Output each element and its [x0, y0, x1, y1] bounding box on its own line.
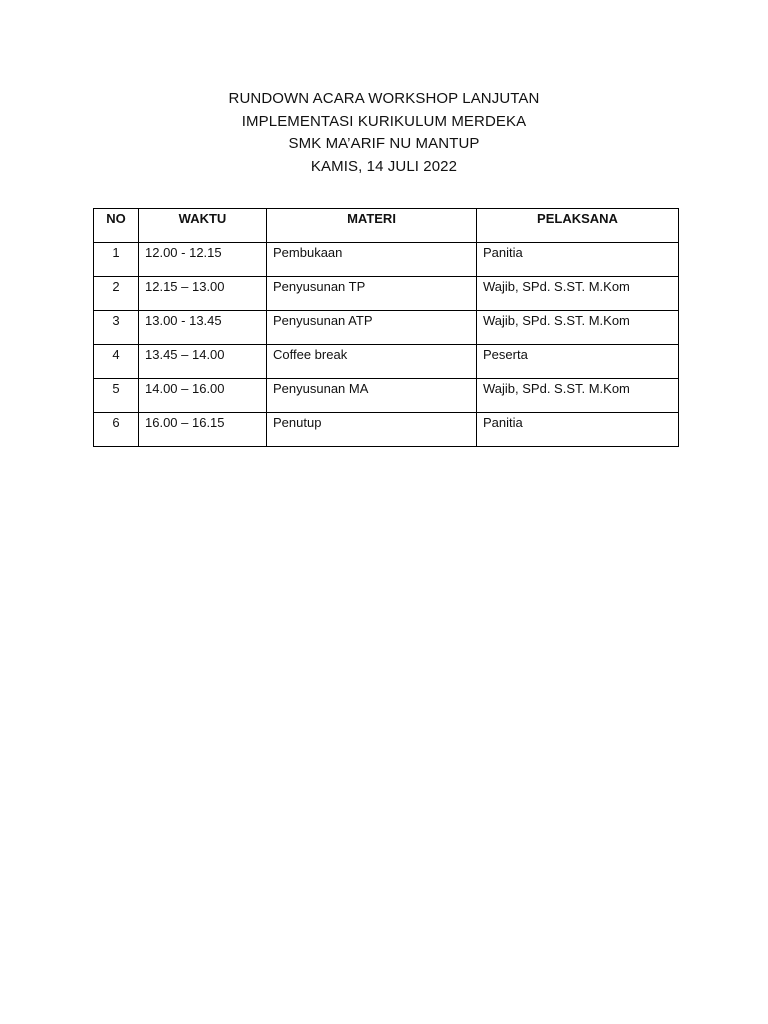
cell-waktu: 13.00 - 13.45 [139, 311, 267, 345]
cell-no: 2 [94, 277, 139, 311]
cell-materi: Penyusunan TP [267, 277, 477, 311]
cell-pelaksana: Peserta [477, 345, 679, 379]
cell-materi: Penyusunan ATP [267, 311, 477, 345]
header-no: NO [94, 209, 139, 243]
cell-waktu: 16.00 – 16.15 [139, 413, 267, 447]
document-title [0, 88, 768, 178]
cell-no: 4 [94, 345, 139, 379]
header-pelaksana: PELAKSANA [477, 209, 679, 243]
table-row [94, 277, 679, 311]
table-row [94, 311, 679, 345]
cell-pelaksana: Wajib, SPd. S.ST. M.Kom [477, 379, 679, 413]
cell-materi: Penutup [267, 413, 477, 447]
cell-materi: Penyusunan MA [267, 379, 477, 413]
table-header-row [94, 209, 679, 243]
cell-no: 1 [94, 243, 139, 277]
cell-waktu: 12.00 - 12.15 [139, 243, 267, 277]
header-waktu: WAKTU [139, 209, 267, 243]
header-materi: MATERI [267, 209, 477, 243]
table-row [94, 413, 679, 447]
cell-pelaksana: Wajib, SPd. S.ST. M.Kom [477, 277, 679, 311]
table-row [94, 243, 679, 277]
cell-pelaksana: Panitia [477, 413, 679, 447]
cell-waktu: 14.00 – 16.00 [139, 379, 267, 413]
cell-no: 3 [94, 311, 139, 345]
cell-waktu: 12.15 – 13.00 [139, 277, 267, 311]
rundown-table [93, 208, 679, 447]
cell-pelaksana: Wajib, SPd. S.ST. M.Kom [477, 311, 679, 345]
cell-no: 5 [94, 379, 139, 413]
title-line-1: RUNDOWN ACARA WORKSHOP LANJUTAN [228, 90, 540, 107]
cell-materi: Pembukaan [267, 243, 477, 277]
cell-pelaksana: Panitia [477, 243, 679, 277]
title-line-4: KAMIS, 14 JULI 2022 [310, 157, 458, 175]
table-row [94, 345, 679, 379]
cell-materi: Coffee break [267, 345, 477, 379]
cell-waktu: 13.45 – 14.00 [139, 345, 267, 379]
table-row [94, 379, 679, 413]
title-line-2: IMPLEMENTASI KURIKULUM MERDEKA [241, 112, 527, 130]
cell-no: 6 [94, 413, 139, 447]
title-line-3: SMK MA’ARIF NU MANTUP [288, 135, 480, 152]
